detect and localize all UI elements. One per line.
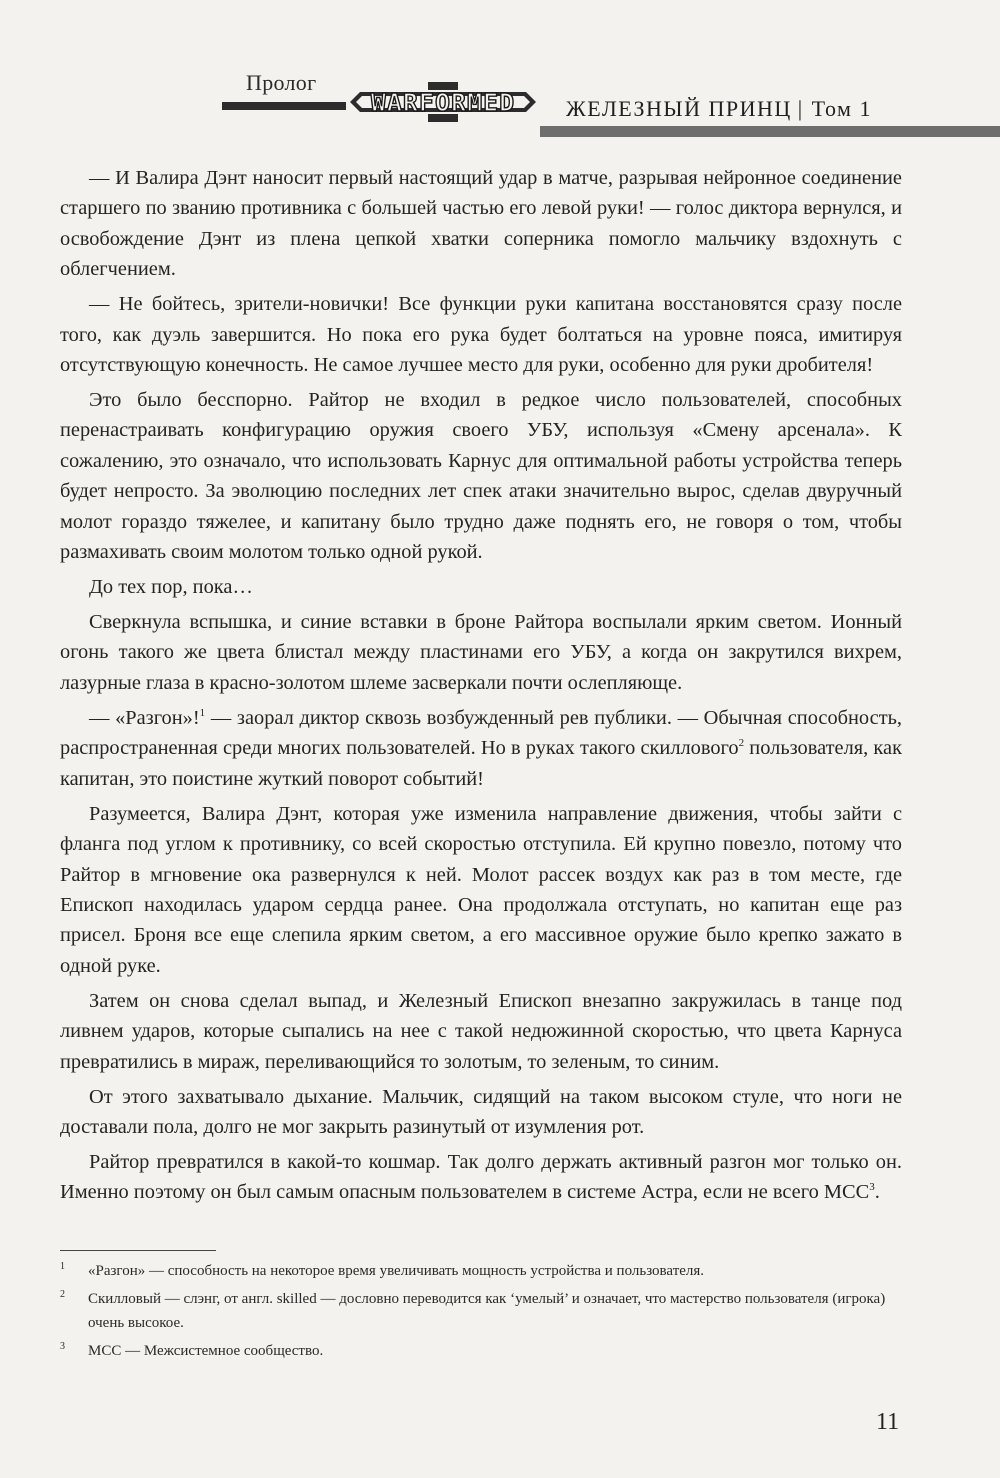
- footnote-ref[interactable]: 3: [869, 1181, 875, 1194]
- paragraph: — Не бойтесь, зрители-новички! Все функции руки капитана восстановятся сразу после того, как дуэль завершится. Но пока его рука будет болтаться на уровне пояса, имитируя отсутствующую конечность. Не самое лучшее место для руки, особенно для руки дробителя!: [60, 293, 902, 377]
- paragraph: Райтор превратился в какой-то кошмар. Так долго держать активный разгон мог только он. Именно поэтому он был самым опасным пользователем в системе Астра, если не всего МСС$^3$.: [60, 1150, 902, 1204]
- header-book-title: [566, 96, 872, 122]
- footnote: [60, 1287, 900, 1335]
- paragraph: До тех пор, пока…: [89, 576, 253, 599]
- running-header: [0, 60, 1000, 140]
- footnote: [60, 1339, 900, 1363]
- header-rule-left: [222, 102, 346, 110]
- logo-text: WARFORMED: [370, 87, 516, 117]
- paragraph: — И Валира Дэнт наносит первый настоящий удар в матче, разрывая нейронное соединение старшего по званию противника с большей частью его левой руки! — голос диктора вернулся, и освобождение Дэнт из плена цепкой хватки соперника помогло мальчику вздохнуть с облегчением.: [60, 167, 902, 281]
- warformed-logo: [348, 78, 538, 126]
- footnote-text: «Разгон» — способность на некоторое время увеличивать мощность устройства и пользователя.: [88, 1263, 705, 1279]
- paragraph: От этого захватывало дыхание. Мальчик, сидящий на таком высоком стуле, что ноги не доставали пола, долго не мог закрыть разинутый от изумления рот.: [60, 1085, 902, 1138]
- main-text: [60, 163, 902, 1212]
- page-number: 11: [876, 1409, 900, 1435]
- book-title: ЖЕЛЕЗНЫЙ ПРИНЦ: [566, 96, 792, 121]
- footnote-divider: [60, 1250, 216, 1251]
- footnotes: [60, 1259, 900, 1367]
- paragraph: Затем он снова сделал выпад, и Железный Епископ внезапно закружилась в танце под ливнем ударов, которые сыпались на нее с такой недюжинной скоростью, что цвета Карнуса превратились в мираж, переливающийся то золотым, то зеленым, то синим.: [60, 989, 902, 1073]
- footnote-ref[interactable]: 1: [199, 706, 206, 719]
- footnote-number: 2: [60, 1289, 65, 1300]
- footnote-ref[interactable]: 2: [738, 737, 745, 750]
- footnote-text: Скилловый — слэнг, от англ. skilled — дословно переводится как ‘умелый’ и означает, что мастерство пользователя (игрока) очень высокое.: [88, 1291, 886, 1331]
- volume-label: Том 1: [811, 96, 872, 121]
- paragraph: — «Разгон»!$^1$ — заорал диктор сквозь возбужденный рев публики. — Обычная способность, распространенная среди многих пользователей. Но в руках такого скиллового$^2$ пользователя, как капитан, это поистине жуткий поворот событий!: [60, 706, 902, 790]
- paragraph: Разумеется, Валира Дэнт, которая уже изменила направление движения, чтобы зайти с фланга под углом к противнику, со всей скоростью отступила. Ей крупно повезло, потому что Райтор в мгновение ока развернулся к ней. Молот рассек воздух как раз в том месте, где Епископ находилась ударом сердца ранее. Она продолжала отступать, но капитан еще раз присел. Броня все еще слепила ярким светом, а его массивное оружие было крепко зажато в одной руке.: [60, 802, 902, 977]
- footnote-number: 1: [60, 1261, 65, 1272]
- footnote: [60, 1259, 900, 1283]
- footnote-number: 3: [60, 1341, 65, 1352]
- footnote-text: МСС — Межсистемное сообщество.: [88, 1343, 324, 1359]
- header-separator: |: [797, 96, 804, 121]
- paragraph: Это было бесспорно. Райтор не входил в редкое число пользователей, способных перенастраивать конфигурацию оружия своего УБУ, используя «Смену арсенала». К сожалению, это означало, что использовать Карнус для оптимальной работы устройства теперь будет непросто. За эволюцию последних лет спек атаки значительно вырос, сделав двуручный молот гораздо тяжелее, и капитану было трудно даже поднять его, не говоря о том, чтобы размахивать своим молотом только одной рукой.: [60, 389, 902, 564]
- header-rule-right: [540, 126, 1000, 137]
- header-section-title: Пролог: [246, 70, 317, 95]
- paragraph: Сверкнула вспышка, и синие вставки в броне Райтора воспылали ярким светом. Ионный огонь такого же цвета блистал между пластинами его УБУ, а когда он закрутился вихрем, лазурные глаза в красно-золотом шлеме засверкали почти ослепляюще.: [60, 611, 902, 694]
